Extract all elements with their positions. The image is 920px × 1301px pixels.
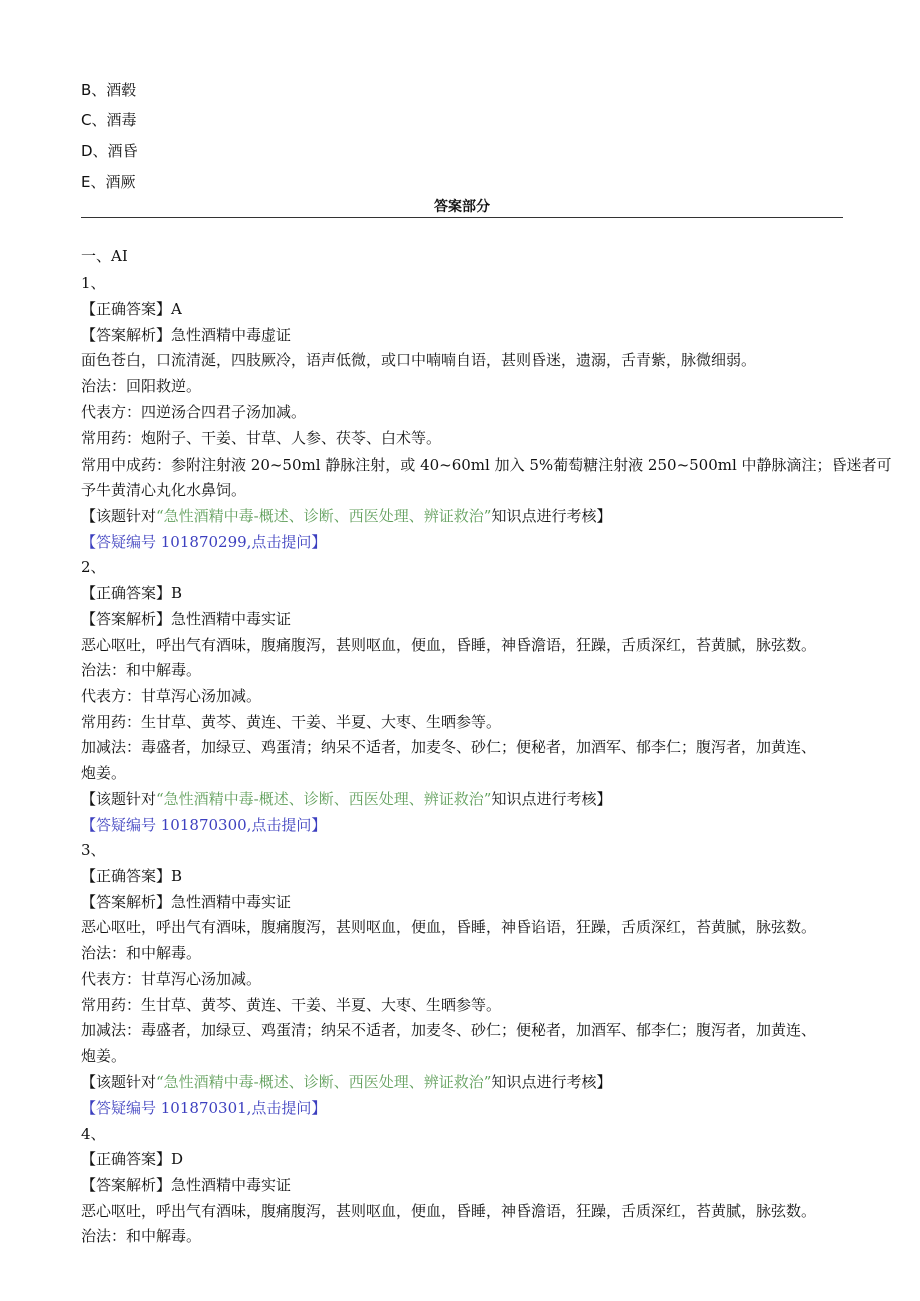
q1-number: 1、 (81, 274, 106, 292)
q3-method: 治法：和中解毒。 (81, 944, 202, 962)
q2-mod-line2: 炮姜。 (81, 764, 127, 782)
q3-ask-link[interactable]: 【答疑编号 101870301,点击提问】 (81, 1099, 327, 1117)
topic-prefix: 【该题针对 (81, 790, 157, 808)
q1-patent-line2: 予牛黄清心丸化水鼻饲。 (81, 481, 247, 499)
q1-drugs: 常用药：炮附子、干姜、甘草、人参、茯苓、白术等。 (81, 429, 442, 447)
option-b: B、酒毂 (81, 81, 137, 99)
q2-answer: 【正确答案】B (81, 584, 183, 602)
q2-mod-line1: 加减法：毒盛者，加绿豆、鸡蛋清；纳呆不适者，加麦冬、砂仁；便秘者，加酒军、郁李仁；腹泻者，加黄连、 (81, 738, 817, 756)
q1-symptoms: 面色苍白，口流清涎，四肢厥冷，语声低微，或口中喃喃自语，甚则昏迷，遗溺，舌青紫，脉微细弱。 (81, 351, 757, 369)
q2-analysis: 【答案解析】急性酒精中毒实证 (81, 610, 292, 628)
q3-drugs: 常用药：生甘草、黄芩、黄连、干姜、半夏、大枣、生晒参等。 (81, 996, 502, 1014)
q2-drugs: 常用药：生甘草、黄芩、黄连、干姜、半夏、大枣、生晒参等。 (81, 713, 502, 731)
q3-mod-line2: 炮姜。 (81, 1047, 127, 1065)
section-heading: 答案部分 (434, 199, 490, 215)
q2-method: 治法：和中解毒。 (81, 661, 202, 679)
option-c: C、酒毒 (81, 111, 137, 129)
q4-analysis: 【答案解析】急性酒精中毒实证 (81, 1176, 292, 1194)
q3-answer: 【正确答案】B (81, 867, 183, 885)
heading-divider (81, 217, 843, 218)
q3-topic (81, 1072, 611, 1092)
q4-method: 治法：和中解毒。 (81, 1227, 202, 1245)
q4-number: 4、 (81, 1125, 106, 1143)
q3-formula: 代表方：甘草泻心汤加减。 (81, 970, 262, 988)
section-title: 一、AI (81, 247, 128, 265)
q3-mod-line1: 加减法：毒盛者，加绿豆、鸡蛋清；纳呆不适者，加麦冬、砂仁；便秘者，加酒军、郁李仁；腹泻者，加黄连、 (81, 1021, 817, 1039)
q4-answer: 【正确答案】D (81, 1150, 184, 1168)
q1-answer: 【正确答案】A (81, 300, 182, 318)
q2-number: 2、 (81, 558, 106, 576)
topic-prefix: 【该题针对 (81, 507, 157, 525)
q1-ask-link[interactable]: 【答疑编号 101870299,点击提问】 (81, 533, 327, 551)
option-e: E、酒厥 (81, 173, 136, 191)
q2-ask-link[interactable]: 【答疑编号 101870300,点击提问】 (81, 816, 327, 834)
topic-suffix: 知识点进行考核】 (491, 507, 612, 525)
q3-number: 3、 (81, 841, 106, 859)
q1-method: 治法：回阳救逆。 (81, 377, 202, 395)
topic-name: “急性酒精中毒-概述、诊断、西医处理、辨证救治” (156, 507, 492, 525)
q2-topic (81, 789, 611, 809)
q2-formula: 代表方：甘草泻心汤加减。 (81, 687, 262, 705)
q3-symptoms: 恶心呕吐，呼出气有酒味，腹痛腹泻，甚则呕血，便血，昏睡，神昏谄语，狂躁，舌质深红，苔黄腻，脉弦数。 (81, 918, 817, 936)
topic-suffix: 知识点进行考核】 (491, 1073, 612, 1091)
topic-prefix: 【该题针对 (81, 1073, 157, 1091)
topic-name: “急性酒精中毒-概述、诊断、西医处理、辨证救治” (156, 1073, 492, 1091)
q4-symptoms: 恶心呕吐，呼出气有酒味，腹痛腹泻，甚则呕血，便血，昏睡，神昏澹语，狂躁，舌质深红，苔黄腻，脉弦数。 (81, 1202, 817, 1220)
option-d: D、酒昏 (81, 142, 138, 160)
topic-suffix: 知识点进行考核】 (491, 790, 612, 808)
topic-name: “急性酒精中毒-概述、诊断、西医处理、辨证救治” (156, 790, 492, 808)
q1-analysis: 【答案解析】急性酒精中毒虚证 (81, 326, 292, 344)
q1-formula: 代表方：四逆汤合四君子汤加减。 (81, 403, 307, 421)
q3-analysis: 【答案解析】急性酒精中毒实证 (81, 893, 292, 911)
q1-topic (81, 506, 611, 526)
q2-symptoms: 恶心呕吐，呼出气有酒味，腹痛腹泻，甚则呕血，便血，昏睡，神昏澹语，狂躁，舌质深红，苔黄腻，脉弦数。 (81, 636, 817, 654)
q1-patent-line1: 常用中成药：参附注射液 20~50ml 静脉注射，或 40~60ml 加入 5%葡萄糖注射液 250~500ml 中静脉滴注；昏迷者可 (81, 456, 892, 474)
